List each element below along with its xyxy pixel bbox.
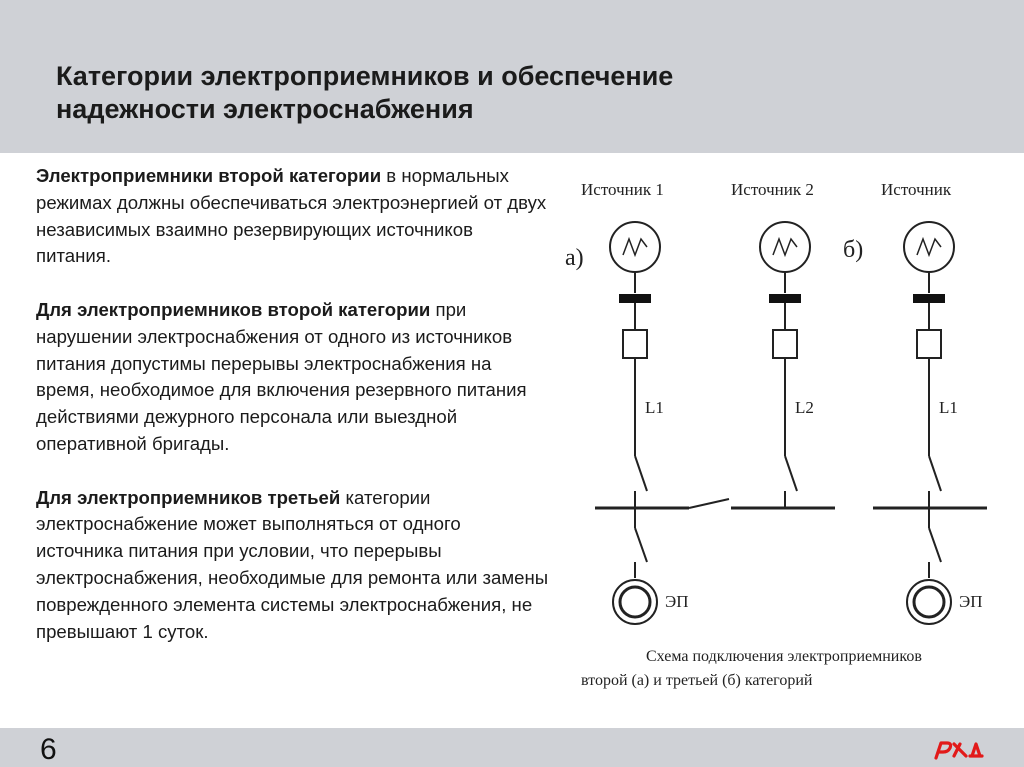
generator-1-icon [610, 222, 660, 272]
source-3-label: Источник [881, 180, 952, 199]
source-1-label: Источник 1 [581, 180, 664, 199]
column-source-1 [595, 222, 689, 624]
slide-title [56, 60, 956, 126]
line-1-label: L1 [645, 398, 664, 417]
connection-diagram [555, 165, 1015, 705]
column-source-3 [873, 222, 987, 624]
title-line-1: Категории электроприемников и обеспечение [56, 61, 674, 91]
fuse-1-icon [623, 330, 647, 358]
busbar-2-icon [769, 294, 801, 303]
body-text [36, 163, 551, 672]
fuse-3-icon [917, 330, 941, 358]
switch-3-icon [929, 456, 941, 491]
switch-1-icon [635, 456, 647, 491]
busbar-3-icon [913, 294, 945, 303]
fuse-2-icon [773, 330, 797, 358]
receiver-b-label: ЭП [959, 592, 983, 611]
generator-3-icon [904, 222, 954, 272]
line-3-label: L1 [939, 398, 958, 417]
generator-2-icon [760, 222, 810, 272]
rzd-logo-icon [932, 738, 988, 760]
receiver-a-inner-icon [620, 587, 650, 617]
scheme-a-label: а) [565, 245, 584, 271]
receiver-b-inner-icon [914, 587, 944, 617]
diagram-caption-line-1: Схема подключения электроприемников [646, 648, 922, 665]
paragraph-second-category-interruption [36, 297, 551, 458]
switch-4-icon [635, 528, 647, 562]
receiver-a-label: ЭП [665, 592, 689, 611]
slide-footer [0, 728, 1024, 767]
busbar-1-icon [619, 294, 651, 303]
page-number: 6 [40, 733, 57, 766]
line-2-label: L2 [795, 398, 814, 417]
switch-5-icon [929, 528, 941, 562]
paragraph-1-text: в нормальных режимах должны обеспечиваться электроэнергией от двух независимых взаимно резервирующих источников питания. [36, 165, 547, 267]
paragraph-3-text: категории электроснабжение может выполняться от одного источника питания при условии, что перерывы электроснабжения, необходимые для ремонта или замены поврежденного элемента системы электроснабжения, не превышают 1 суток. [36, 486, 549, 642]
sectional-switch-icon [689, 499, 729, 508]
source-2-label: Источник 2 [731, 180, 814, 199]
paragraph-3-bold: Для электроприемников третьей [36, 486, 341, 508]
paragraph-2-bold: Для электроприемников второй категории [36, 298, 431, 320]
paragraph-1-bold: Электроприемники второй категории [36, 165, 382, 186]
title-line-2: надежности электроснабжения [56, 94, 474, 124]
paragraph-2-text: при нарушении электроснабжения от одного из источников питания допустимы перерывы электроснабжения на время, необходимое для включения резервного питания действиями дежурного персонала или выездной оперативной бригады. [36, 298, 527, 454]
scheme-b-label: б) [843, 237, 864, 263]
diagram-caption-line-2: второй (а) и третьей (б) категорий [581, 672, 813, 689]
column-source-2 [731, 222, 835, 508]
paragraph-second-category [36, 163, 551, 270]
switch-2-icon [785, 456, 797, 491]
paragraph-third-category [36, 485, 551, 646]
